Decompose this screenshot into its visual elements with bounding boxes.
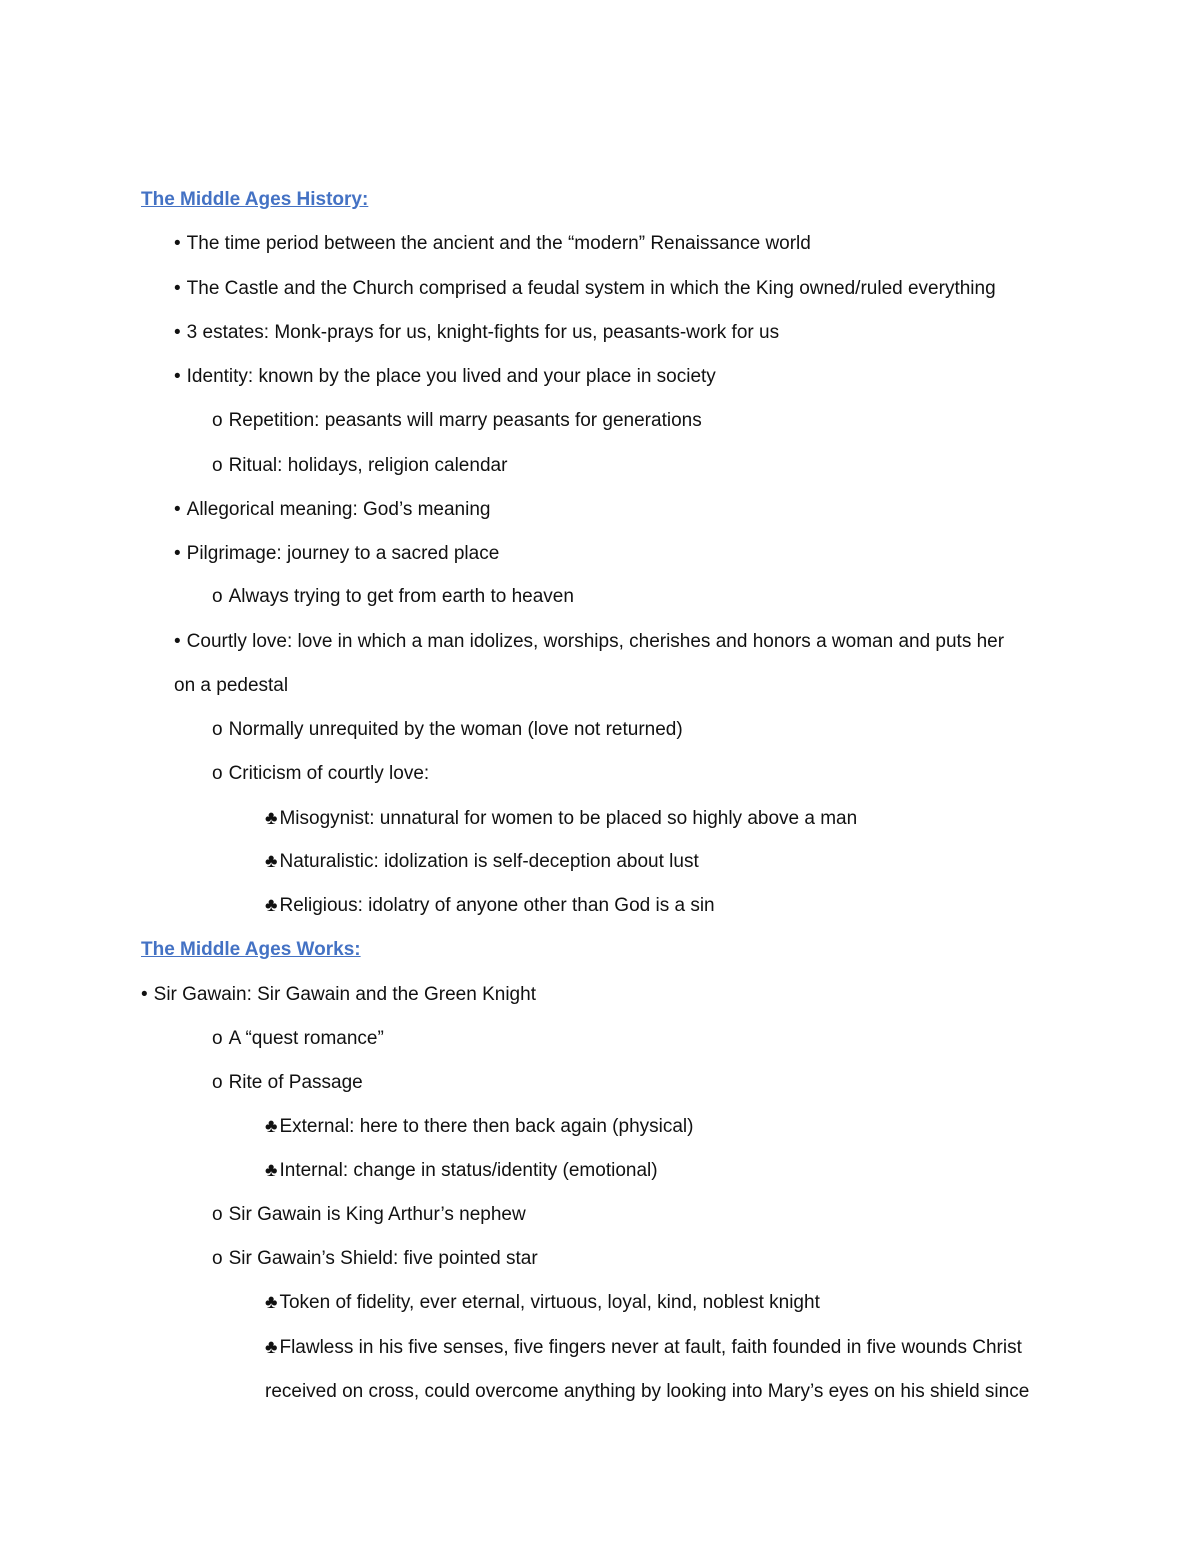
sub-sub-list-item xyxy=(265,1336,1022,1360)
bullet-marker: • xyxy=(174,278,181,299)
list-item-continuation: received on cross, could overcome anything by looking into Mary’s eyes on his shield since xyxy=(265,1381,1030,1402)
item-text: Ritual: holidays, religion calendar xyxy=(228,455,508,476)
bullet-marker: • xyxy=(174,499,181,520)
item-text: Naturalistic: idolization is self-deception about lust xyxy=(279,851,699,872)
sub-sub-list-item xyxy=(265,807,857,831)
item-text: The time period between the ancient and the “modern” Renaissance world xyxy=(186,233,811,254)
item-text: Token of fidelity, ever eternal, virtuous, loyal, kind, noblest knight xyxy=(279,1292,820,1313)
bullet-marker: • xyxy=(174,233,181,254)
sub-sub-list-item xyxy=(265,1115,693,1139)
item-text: Courtly love: love in which a man idolizes, worships, cherishes and honors a woman and puts her xyxy=(186,631,1005,652)
sub-list-item xyxy=(212,1203,526,1227)
item-text: Identity: known by the place you lived and your place in society xyxy=(186,366,716,387)
works-heading: The Middle Ages Works: xyxy=(141,939,361,960)
sub-bullet-marker: o xyxy=(212,586,223,607)
item-text: Misogynist: unnatural for women to be placed so highly above a man xyxy=(279,808,858,829)
item-text: Pilgrimage: journey to a sacred place xyxy=(186,543,500,564)
sub-bullet-marker: o xyxy=(212,1248,223,1269)
item-text: Criticism of courtly love: xyxy=(228,763,430,784)
item-text: Sir Gawain is King Arthur’s nephew xyxy=(228,1204,526,1225)
club-icon: ♣ xyxy=(265,1337,278,1358)
club-icon: ♣ xyxy=(265,1292,278,1313)
sub-list-item xyxy=(212,454,507,478)
history-heading: The Middle Ages History: xyxy=(141,189,369,210)
sub-sub-list-item xyxy=(265,850,699,874)
item-text: A “quest romance” xyxy=(228,1028,384,1049)
sub-list-item xyxy=(212,1027,384,1051)
bullet-marker: • xyxy=(174,631,181,652)
sub-list-item xyxy=(212,585,574,609)
club-icon: ♣ xyxy=(265,1160,278,1181)
club-icon: ♣ xyxy=(265,1116,278,1137)
sub-list-item xyxy=(212,1247,538,1271)
item-text: The Castle and the Church comprised a feudal system in which the King owned/ruled everything xyxy=(186,278,996,299)
sub-sub-list-item xyxy=(265,894,715,918)
sub-bullet-marker: o xyxy=(212,1072,223,1093)
club-icon: ♣ xyxy=(265,895,278,916)
list-item xyxy=(174,277,996,301)
list-item xyxy=(174,321,779,345)
item-text: Internal: change in status/identity (emotional) xyxy=(279,1160,658,1181)
item-text: Normally unrequited by the woman (love not returned) xyxy=(228,719,683,740)
item-text: Always trying to get from earth to heaven xyxy=(228,586,574,607)
bullet-marker: • xyxy=(174,543,181,564)
sub-list-item xyxy=(212,718,683,742)
sub-bullet-marker: o xyxy=(212,719,223,740)
item-text: Repetition: peasants will marry peasants for generations xyxy=(228,410,702,431)
sub-list-item xyxy=(212,762,429,786)
list-item xyxy=(174,630,1004,654)
item-text: Religious: idolatry of anyone other than God is a sin xyxy=(279,895,715,916)
list-item xyxy=(174,542,499,566)
sub-bullet-marker: o xyxy=(212,763,223,784)
sub-bullet-marker: o xyxy=(212,410,223,431)
sub-bullet-marker: o xyxy=(212,1028,223,1049)
sub-sub-list-item xyxy=(265,1291,820,1315)
item-text: 3 estates: Monk-prays for us, knight-fights for us, peasants-work for us xyxy=(186,322,780,343)
sub-list-item xyxy=(212,409,702,433)
list-item xyxy=(174,232,811,256)
list-item-continuation: on a pedestal xyxy=(174,675,289,696)
sub-bullet-marker: o xyxy=(212,1204,223,1225)
item-text: Rite of Passage xyxy=(228,1072,363,1093)
item-text: Allegorical meaning: God’s meaning xyxy=(186,499,491,520)
item-text: External: here to there then back again (physical) xyxy=(279,1116,694,1137)
bullet-marker: • xyxy=(174,366,181,387)
club-icon: ♣ xyxy=(265,808,278,829)
list-item xyxy=(141,983,536,1007)
club-icon: ♣ xyxy=(265,851,278,872)
item-text: Sir Gawain: Sir Gawain and the Green Knight xyxy=(153,984,536,1005)
sub-list-item xyxy=(212,1071,363,1095)
list-item xyxy=(174,498,490,522)
item-text: Flawless in his five senses, five fingers never at fault, faith founded in five wounds Christ xyxy=(279,1337,1022,1358)
bullet-marker: • xyxy=(174,322,181,343)
bullet-marker: • xyxy=(141,984,148,1005)
item-text: Sir Gawain’s Shield: five pointed star xyxy=(228,1248,538,1269)
sub-bullet-marker: o xyxy=(212,455,223,476)
sub-sub-list-item xyxy=(265,1159,658,1183)
list-item xyxy=(174,365,716,389)
